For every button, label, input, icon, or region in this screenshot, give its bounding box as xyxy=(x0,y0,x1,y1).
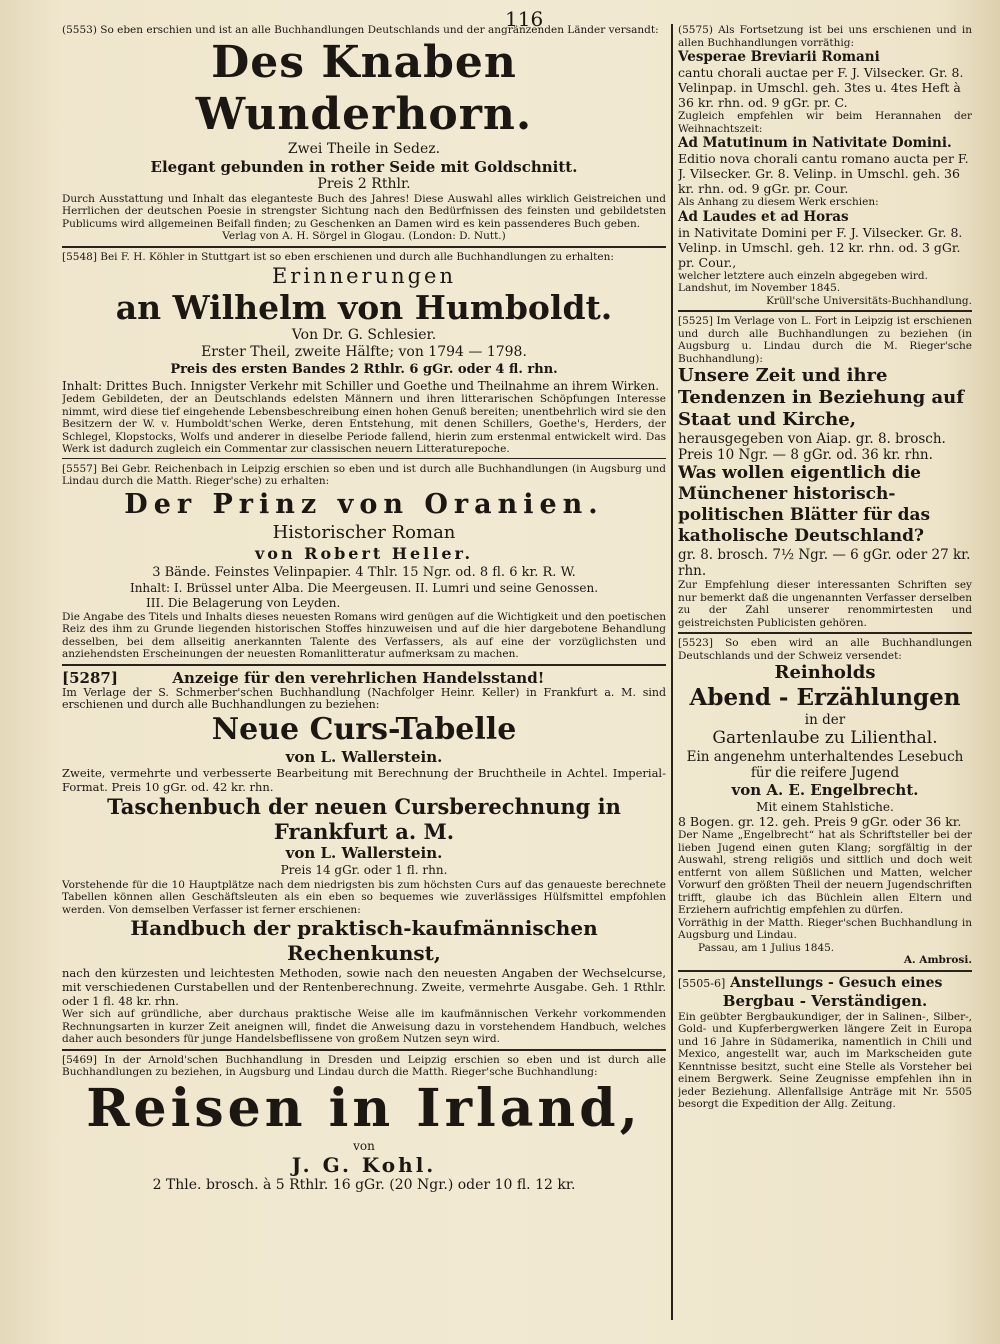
ad-irland xyxy=(62,1054,666,1194)
divider xyxy=(678,632,972,634)
ad-id: [5505-6] xyxy=(678,976,726,990)
ad-author: von Robert Heller. xyxy=(254,543,474,563)
ad-note: Als Anhang zu diesem Werk erschien: xyxy=(678,196,879,208)
ad-author: von A. E. Engelbrecht. xyxy=(731,781,919,799)
ad-id: [5287] xyxy=(62,668,118,687)
ad-title: Des Knaben Wunderhorn. xyxy=(195,36,533,140)
ad-intro: [5548] Bei F. H. Köhler in Stuttgart ist so eben erschienen und durch alle Buchhandlungen zu erhalten: xyxy=(62,250,614,263)
ad-intro: (5575) Als Fortsetzung ist bei uns erschienen und in allen Buchhandlungen vorräthig: xyxy=(678,24,972,49)
ad-author-top: Reinholds xyxy=(774,662,876,683)
ad-text: Ein geübter Bergbaukundiger, der in Salinen-, Silber-, Gold- und Kupferbergwerken längere Zeit in Europa und 16 Jahre in Südamerika, namentlich in Chili und Mexico, angestellt war, auch im Markscheiden gute Kenntnisse besitzt, sucht eine Stelle als Vorsteher bei einem Bergwerk. Seine Zeugnisse empfehlen ihn in jeder Beziehung. Allenfallsige Anträge mit Nr. 5505 besorgt die Expedition der Allg. Zeitung. xyxy=(678,1010,972,1110)
ad-text: cantu chorali auctae per F. J. Vilsecker. Gr. 8. Velinpap. in Umschl. geh. 3tes u. 4tes Heft à 36 kr. rhn. od. 9 gGr. pr. C. xyxy=(678,65,964,110)
ad-contents: Inhalt: Drittes Buch. Innigster Verkehr mit Schiller und Goethe und Theilnahme an ihrem Wirken. xyxy=(62,379,660,393)
ad-title: Der Prinz von Oranien. xyxy=(124,488,604,520)
divider xyxy=(62,246,666,248)
ad-price: 8 Bogen. gr. 12. geh. Preis 9 gGr. oder 36 kr. xyxy=(678,814,962,829)
ad-intro: (5553) So eben erschien und ist an alle Buchhandlungen Deutschlands und der angränzenden Länder versandt: xyxy=(62,24,659,36)
divider xyxy=(62,1049,666,1051)
ad-author: Von Dr. G. Schlesier. xyxy=(291,327,437,343)
column-divider xyxy=(671,24,673,1320)
ad-vesperae xyxy=(678,24,972,307)
ad-contents: III. Die Belagerung von Leyden. xyxy=(146,595,341,610)
page-number: 116 xyxy=(505,7,544,31)
ad-title: Handbuch der praktisch-kaufmännischen Rechenkunst, xyxy=(130,916,598,965)
ad-text: Durch Ausstattung und Inhalt das eleganteste Buch des Jahres! Diese Auswahl alles wirklich Geistreichen und Herrlichen der deutschen Poesie in strengster Sichtung nach den Bedürfnissen des feinsten und gebildetsten Publicums wird allgemeinen Beifall finden; zu Geschenken an Damen wird es kein passenderes Buch geben. xyxy=(62,192,666,230)
ad-author: von L. Wallerstein. xyxy=(285,747,443,766)
ad-text: in Nativitate Domini per F. J. Vilsecker. Gr. 8. Velinp. in Umschl. geh. 12 kr. rhn. od. 3 gGr. pr. Cour., xyxy=(678,224,963,270)
ad-publisher: Verlag von A. H. Sörgel in Glogau. (London: D. Nutt.) xyxy=(222,230,506,242)
ad-text: Die Angabe des Titels und Inhalts dieses neuesten Romans wird genügen auf die Wichtigkeit und den poetischen Reiz des ihm zu Grunde liegenden historischen Stoffes hinzuweisen und auf die hier dargebotene Behandlung desselben, bei dem allseitig anerkannten Talente des Verfassers, als auf eine der vorzüglichsten und anziehendsten Erscheinungen der neuesten Romanlitteratur aufmerksam zu machen. xyxy=(62,610,666,660)
ad-text: Der Name „Engelbrecht“ hat als Schriftsteller bei der lieben Jugend einen guten Klang; sorgfältig in der Auswahl, streng religiös und sittlich und doch weit entfernt von allem Süßlichen und Matten, welcher Vorwurf den größten Theil der neuern Jugendschriften trifft, glaube ich das Büchlein allen Eltern und Erziehern aufrichtig empfehlen zu dürfen. xyxy=(678,829,972,916)
ad-title: Bergbau - Verständigen. xyxy=(722,991,928,1010)
right-column xyxy=(678,24,972,1319)
ad-humboldt xyxy=(62,251,666,456)
ad-text: herausgegeben von Aiap. gr. 8. brosch. Preis 10 Ngr. — 8 gGr. od. 36 kr. rhn. xyxy=(678,431,946,463)
ad-text: Jedem Gebildeten, der an Deutschlands edelsten Männern und ihren litterarischen Schöpfungen Interesse nimmt, wird diese tief eingehende Lebensbeschreibung einen hohen Genuß bereiten; unentbehrlich wird sie den Besitzern der W. v. Humboldt'schen Werke, deren Entstehung, mit denen Schillers, Goethe's, Herders, der Schlegel, Klopstocks, Wolfs und anderer in dieselbe Periode fallend, hierin zum erstenmal entwickelt wird. Das Werk ist dadurch zugleich ein Commentar zur classischen neuern Litteraturepoche. xyxy=(62,393,666,455)
ad-anstellungs-gesuch xyxy=(678,975,972,1111)
ad-signature: A. Ambrosi. xyxy=(903,954,972,966)
ad-title: Ad Laudes et ad Horas xyxy=(678,208,849,225)
ad-intro: Im Verlage der S. Schmerber'schen Buchhandlung (Nachfolger Heinr. Keller) in Frankfurt a. M. sind erschienen und durch alle Buchhandlungen zu beziehen: xyxy=(62,685,666,711)
ad-subtitle: Elegant gebunden in rother Seide mit Goldschnitt. xyxy=(150,157,578,176)
ad-von: von xyxy=(353,1138,375,1153)
ad-title: Erinnerungen xyxy=(271,264,457,288)
ad-text: Zur Empfehlung dieser interessanten Schriften sey nur bemerkt daß die ungenannten Verfasser derselben zu der Zahl unserer renommirtesten und geistreichsten Publicisten gehören. xyxy=(678,579,972,629)
ad-author: von L. Wallerstein. xyxy=(285,843,443,862)
ad-subtitle: in der xyxy=(804,712,846,728)
ad-place: Landshut, im November 1845. xyxy=(678,282,841,294)
ad-intro: [5557] Bei Gebr. Reichenbach in Leipzig erschien so eben und ist durch alle Buchhandlungen (in Augsburg und Lindau durch die Matth. Rieger'sche) zu erhalten: xyxy=(62,462,666,487)
ad-signature: Krüll'sche Universitäts-Buchhandlung. xyxy=(766,294,972,307)
ad-headline: Anzeige für den verehrlichen Handelsstand! xyxy=(172,668,545,687)
ad-title: Vesperae Breviarii Romani xyxy=(678,49,880,65)
ad-title: Unsere Zeit und ihre Tendenzen in Beziehung auf Staat und Kirche, xyxy=(678,365,964,430)
ad-title: Taschenbuch der neuen Cursberechnung in Frankfurt a. M. xyxy=(107,793,621,844)
ad-title: Anstellungs - Gesuch eines xyxy=(730,974,943,991)
ad-wunderhorn xyxy=(62,24,666,243)
ad-subtitle: für die reifere Jugend xyxy=(750,765,900,781)
ad-text: nach den kürzesten und leichtesten Methoden, sowie nach den neuesten Angaben der Wechselcurse, mit verschiedenen Curstabellen und der Rentenberechnung. Zweite, vermehrte Ausgabe. Geh. 1 Rthlr. oder 1 fl. 48 kr. rhn. xyxy=(62,966,666,1008)
ad-intro: [5525] Im Verlage von L. Fort in Leipzig ist erschienen und durch alle Buchhandlungen zu beziehen (in Augsburg u. Lindau durch die M. Rieger'sche Buchhandlung): xyxy=(678,315,972,365)
ad-intro: [5523] So eben wird an alle Buchhandlungen Deutschlands und der Schweiz versendet: xyxy=(678,637,972,662)
ad-text: Zweite, vermehrte und verbesserte Bearbeitung mit Berechnung der Bruchtheile in Achtel. Imperial-Format. Preis 10 gGr. od. 42 kr. rhn. xyxy=(62,765,666,794)
ad-subtitle: Ein angenehm unterhaltendes Lesebuch xyxy=(686,749,964,765)
ad-subtitle: Historischer Roman xyxy=(272,521,456,543)
ad-title: Ad Matutinum in Nativitate Domini. xyxy=(678,135,952,151)
ad-price: Preis des ersten Bandes 2 Rthlr. 6 gGr. oder 4 fl. rhn. xyxy=(170,362,558,377)
ad-stock: Vorräthig in der Matth. Rieger'schen Buchhandlung in Augsburg und Lindau. xyxy=(678,916,972,941)
ad-part: Erster Theil, zweite Hälfte; von 1794 — 1798. xyxy=(201,344,527,360)
ad-headline-row xyxy=(62,669,666,687)
ad-title: Was wollen eigentlich die Münchener historisch-politischen Blätter für das katholische Deutschland? xyxy=(678,463,931,546)
ad-extra: Mit einem Stahlstiche. xyxy=(756,800,894,814)
ad-title: an Wilhelm von Humboldt. xyxy=(115,288,613,327)
ad-price: 2 Thle. brosch. à 5 Rthlr. 16 gGr. (20 Ngr.) oder 10 fl. 12 kr. xyxy=(152,1176,576,1193)
ad-curs-tabelle xyxy=(62,669,666,1046)
divider xyxy=(62,458,666,459)
ad-specs: 3 Bände. Feinstes Velinpapier. 4 Thlr. 15 Ngr. od. 8 fl. 6 kr. R. W. xyxy=(152,564,576,580)
ad-text: Vorstehende für die 10 Hauptplätze nach dem niedrigsten bis zum höchsten Curs auf das genaueste berechnete Tabellen können allen Geschäftsleuten als ein eben so bequemes wie zuverlässiges Hülfsmittel empfohlen werden. Von demselben Verfasser ist ferner erschienen: xyxy=(62,878,666,916)
ad-place: Passau, am 1 Julius 1845. xyxy=(698,941,835,954)
ad-title: Neue Curs-Tabelle xyxy=(211,711,517,747)
ad-text: Wer sich auf gründliche, aber durchaus praktische Weise alle im kaufmännischen Verkehr vorkommenden Rechnungsarten in kurzer Zeit aneignen will, findet die Anweisung dazu in vorstehendem Handbuch, welches daher auch besonders für junge Handelsbeflissene von großem Nutzen seyn wird. xyxy=(62,1008,666,1045)
ad-abend-erzaehlungen xyxy=(678,637,972,967)
divider xyxy=(678,310,972,312)
ad-price: Preis 2 Rthlr. xyxy=(317,175,411,192)
left-column xyxy=(62,24,666,1324)
ad-subtitle: Gartenlaube zu Lilienthal. xyxy=(712,728,938,748)
ad-text: welcher letztere auch einzeln abgegeben wird. xyxy=(678,269,928,282)
divider xyxy=(62,664,666,666)
ad-intro: [5469] In der Arnold'schen Buchhandlung in Dresden und Leipzig erschien so eben und ist durch alle Buchhandlungen zu beziehen, in Augsburg und Lindau durch die Matth. Rieger'sche Buchhandlung: xyxy=(62,1053,666,1078)
ad-author: J. G. Kohl. xyxy=(291,1152,437,1177)
ad-price: Preis 14 gGr. oder 1 fl. rhn. xyxy=(280,862,448,877)
ad-text: gr. 8. brosch. 7½ Ngr. — 6 gGr. oder 27 kr. rhn. xyxy=(678,547,971,579)
ad-subtitle: Zwei Theile in Sedez. xyxy=(287,140,441,157)
ad-oranien xyxy=(62,463,666,661)
divider xyxy=(678,970,972,972)
ad-headline-row xyxy=(678,975,972,992)
ad-contents: Inhalt: I. Brüssel unter Alba. Die Meergeusen. II. Lumri und seine Genossen. xyxy=(129,580,599,595)
ad-note: Zugleich empfehlen wir beim Herannahen der Weihnachtszeit: xyxy=(678,110,972,135)
ad-unsere-zeit xyxy=(678,315,972,629)
ad-title: Reisen in Irland, xyxy=(86,1077,642,1139)
ad-title: Abend - Erzählungen xyxy=(689,684,961,711)
ad-text: Editio nova chorali cantu romano aucta per F. J. Vilsecker. Gr. 8. Velinp. in Umschl. geh. 36 kr. rhn. od. 9 gGr. pr. Cour. xyxy=(678,151,969,196)
